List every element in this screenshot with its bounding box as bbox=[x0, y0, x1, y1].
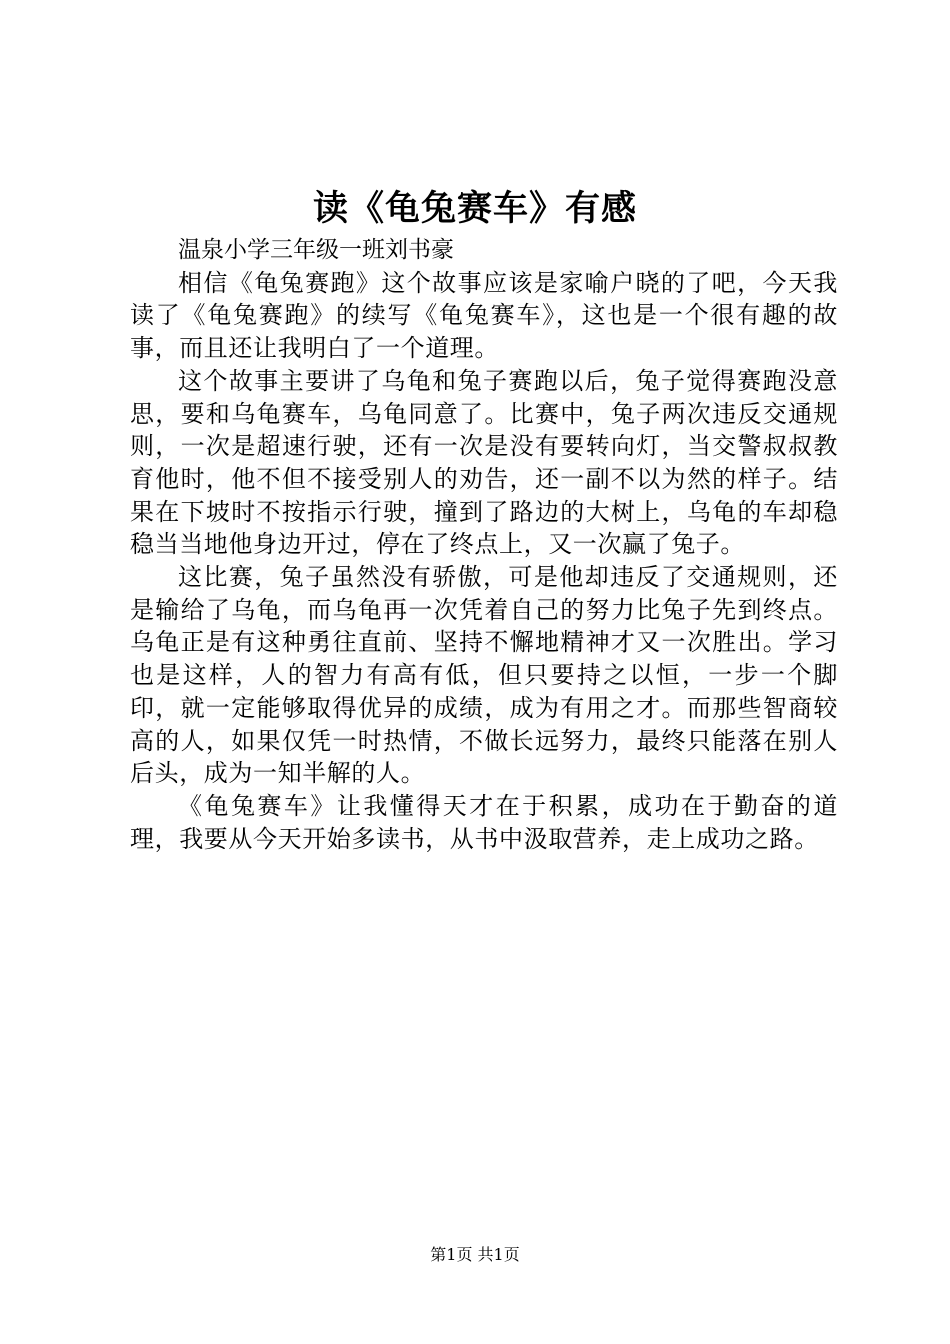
page-footer: 第1页 共1页 bbox=[430, 1245, 520, 1264]
paragraph-4: 《龟兔赛车》让我懂得天才在于积累，成功在于勤奋的道理，我要从今天开始多读书，从书中汲取营养，走上成功之路。 bbox=[130, 791, 838, 853]
document-body bbox=[130, 234, 838, 855]
author-line: 温泉小学三年级一班刘书豪 bbox=[178, 237, 454, 263]
paragraph-3: 这比赛，兔子虽然没有骄傲，可是他却违反了交通规则，还是输给了乌龟，而乌龟再一次凭着自己的努力比兔子先到终点。乌龟正是有这种勇往直前、坚持不懈地精神才又一次胜出。学习也是这样，人的智力有高有低，但只要持之以恒，一步一个脚印，就一定能够取得优异的成绩，成为有用之才。而那些智商较高的人，如果仅凭一时热情，不做长远努力，最终只能落在别人后头，成为一知半解的人。 bbox=[130, 563, 838, 788]
paragraph-1: 相信《龟兔赛跑》这个故事应该是家喻户晓的了吧，今天我读了《龟兔赛跑》的续写《龟兔赛车》，这也是一个很有趣的故事，而且还让我明白了一个道理。 bbox=[130, 268, 838, 363]
document-title: 读《龟兔赛车》有感 bbox=[312, 188, 637, 229]
paragraph-2: 这个故事主要讲了乌龟和兔子赛跑以后，兔子觉得赛跑没意思，要和乌龟赛车，乌龟同意了。比赛中，兔子两次违反交通规则，一次是超速行驶，还有一次是没有要转向灯，当交警叔叔教育他时，他不但不接受别人的劝告，还一副不以为然的样子。结果在下坡时不按指示行驶，撞到了路边的大树上，乌龟的车却稳稳当当地他身边开过，停在了终点上，又一次赢了兔子。 bbox=[130, 366, 838, 559]
